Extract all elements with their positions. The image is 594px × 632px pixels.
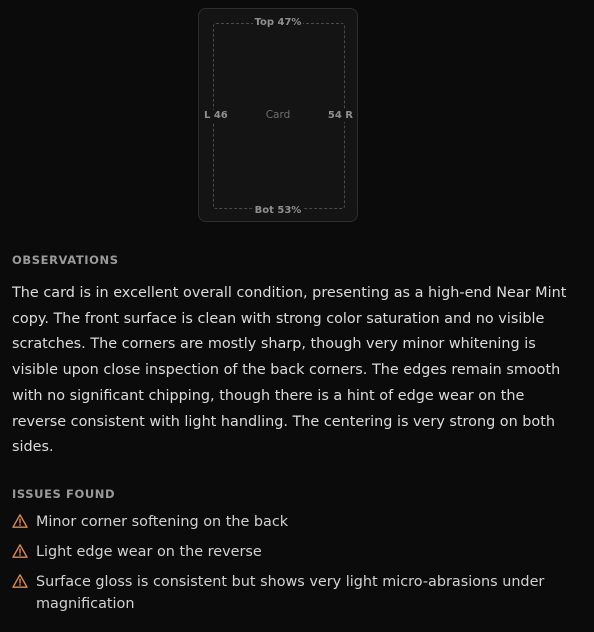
card-label: Card — [265, 109, 291, 121]
issues-heading: ISSUES FOUND — [12, 487, 116, 501]
issue-text: Surface gloss is consistent but shows very light micro-abrasions under magnification — [36, 574, 545, 612]
issue-text: Minor corner softening on the back — [36, 514, 289, 530]
issue-item — [12, 511, 572, 533]
issues-list — [12, 511, 572, 623]
issue-item — [12, 541, 572, 563]
centering-left-label: L 46 — [204, 110, 228, 121]
issue-item — [12, 571, 572, 615]
warning-triangle-icon — [12, 513, 28, 529]
centering-top-label: Top 47% — [254, 17, 302, 28]
card-centering-diagram — [198, 8, 358, 222]
centering-bottom-label: Bot 53% — [254, 205, 302, 216]
warning-triangle-icon — [12, 543, 28, 559]
observations-heading: OBSERVATIONS — [12, 253, 119, 267]
warning-triangle-icon — [12, 573, 28, 589]
centering-right-label: 54 R — [327, 110, 353, 121]
issue-text: Light edge wear on the reverse — [36, 544, 262, 560]
observations-text: The card is in excellent overall condition, presenting as a high-end Near Mint copy. The front surface is clean with strong color saturation and no visible scratches. The corners are mostly sharp, though very minor whitening is visible upon close inspection of the back corners. The edges remain smooth with no significant chipping, though there is a hint of edge wear on the reverse consistent with light handling. The centering is very strong on both sides. — [12, 285, 567, 456]
